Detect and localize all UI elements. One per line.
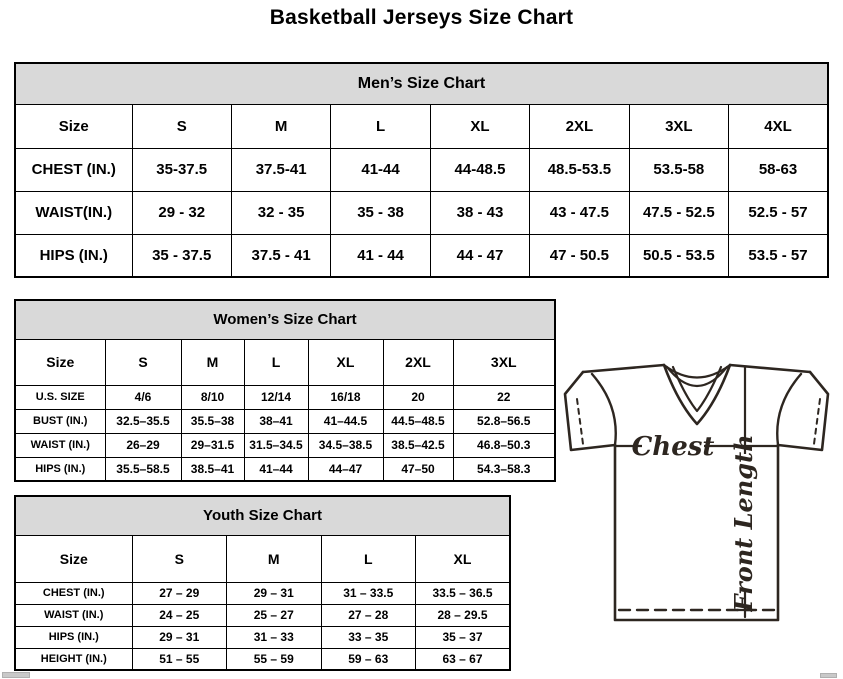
- table-cell: 51 – 55: [132, 648, 227, 670]
- table-cell: 55 – 59: [227, 648, 322, 670]
- table-cell: 44 - 47: [430, 234, 529, 277]
- table-cell: 29 – 31: [227, 582, 322, 604]
- youth-col-header: XL: [416, 535, 511, 582]
- table-cell: 28 – 29.5: [416, 604, 511, 626]
- mens-col-header: XL: [430, 104, 529, 148]
- table-cell: 34.5–38.5: [308, 433, 383, 457]
- table-cell: 37.5 - 41: [231, 234, 330, 277]
- jersey-armhole-left: [592, 374, 616, 445]
- mens-corner-cell: Size: [15, 104, 132, 148]
- table-cell: 25 – 27: [227, 604, 322, 626]
- row-label: WAIST(IN.): [15, 191, 132, 234]
- table-cell: 27 – 28: [321, 604, 416, 626]
- womens-ussize-row: [15, 385, 555, 409]
- table-cell: 32.5–35.5: [105, 409, 181, 433]
- table-cell: 35 - 37.5: [132, 234, 231, 277]
- table-cell: 53.5-58: [629, 148, 728, 191]
- table-cell: 16/18: [308, 385, 383, 409]
- table-cell: 41 - 44: [331, 234, 430, 277]
- jersey-shoulder-left: [583, 365, 664, 372]
- table-cell: 32 - 35: [231, 191, 330, 234]
- table-cell: 31 – 33.5: [321, 582, 416, 604]
- womens-size-table: [14, 299, 556, 482]
- table-cell: 50.5 - 53.5: [629, 234, 728, 277]
- womens-col-header: L: [244, 339, 308, 385]
- mens-col-header: S: [132, 104, 231, 148]
- womens-col-header: M: [181, 339, 244, 385]
- table-cell: 41–44: [244, 457, 308, 481]
- row-label: HIPS (IN.): [15, 234, 132, 277]
- mens-chest-row: [15, 148, 828, 191]
- table-cell: 35 - 38: [331, 191, 430, 234]
- table-cell: 31.5–34.5: [244, 433, 308, 457]
- jersey-shoulder-right: [730, 365, 810, 372]
- table-cell: 44-48.5: [430, 148, 529, 191]
- horizontal-scrollbar-thumb-left[interactable]: [2, 672, 30, 678]
- womens-hips-row: [15, 457, 555, 481]
- mens-col-header: 4XL: [729, 104, 828, 148]
- table-cell: 35-37.5: [132, 148, 231, 191]
- table-cell: 12/14: [244, 385, 308, 409]
- table-cell: 63 – 67: [416, 648, 511, 670]
- womens-col-header: 3XL: [453, 339, 555, 385]
- mens-col-header: M: [231, 104, 330, 148]
- chest-label: Chest: [631, 432, 715, 462]
- mens-col-header: 3XL: [629, 104, 728, 148]
- youth-table-title-row: [15, 496, 510, 535]
- youth-hips-row: [15, 626, 510, 648]
- row-label: HIPS (IN.): [15, 626, 132, 648]
- youth-col-header: L: [321, 535, 416, 582]
- table-cell: 33 – 35: [321, 626, 416, 648]
- row-label: HEIGHT (IN.): [15, 648, 132, 670]
- table-cell: 47 - 50.5: [530, 234, 629, 277]
- table-cell: 52.8–56.5: [453, 409, 555, 433]
- table-cell: 44.5–48.5: [383, 409, 453, 433]
- table-cell: 43 - 47.5: [530, 191, 629, 234]
- mens-header-row: [15, 104, 828, 148]
- jersey-sleeve-right: [778, 372, 828, 450]
- table-cell: 44–47: [308, 457, 383, 481]
- jersey-cuff-dashed-left: [577, 399, 583, 444]
- mens-table-title-row: [15, 63, 828, 104]
- table-cell: 4/6: [105, 385, 181, 409]
- womens-col-header: XL: [308, 339, 383, 385]
- jersey-measurement-diagram: [556, 358, 841, 630]
- table-cell: 38.5–42.5: [383, 433, 453, 457]
- youth-col-header: M: [227, 535, 322, 582]
- womens-table-title-row: [15, 300, 555, 339]
- womens-table-title: Women’s Size Chart: [15, 300, 555, 339]
- table-cell: 47–50: [383, 457, 453, 481]
- table-cell: 52.5 - 57: [729, 191, 828, 234]
- row-label: WAIST (IN.): [15, 433, 105, 457]
- row-label: BUST (IN.): [15, 409, 105, 433]
- mens-col-header: L: [331, 104, 430, 148]
- youth-waist-row: [15, 604, 510, 626]
- table-cell: 38 - 43: [430, 191, 529, 234]
- youth-table-title: Youth Size Chart: [15, 496, 510, 535]
- youth-size-table: [14, 495, 511, 671]
- table-cell: 29 – 31: [132, 626, 227, 648]
- table-cell: 31 – 33: [227, 626, 322, 648]
- row-label: U.S. SIZE: [15, 385, 105, 409]
- row-label: WAIST (IN.): [15, 604, 132, 626]
- table-cell: 29 - 32: [132, 191, 231, 234]
- table-cell: 53.5 - 57: [729, 234, 828, 277]
- mens-table-title: Men’s Size Chart: [15, 63, 828, 104]
- table-cell: 22: [453, 385, 555, 409]
- row-label: HIPS (IN.): [15, 457, 105, 481]
- youth-header-row: [15, 535, 510, 582]
- table-cell: 58-63: [729, 148, 828, 191]
- table-cell: 20: [383, 385, 453, 409]
- youth-col-header: S: [132, 535, 227, 582]
- womens-waist-row: [15, 433, 555, 457]
- youth-height-row: [15, 648, 510, 670]
- front-length-label: Front Length: [729, 434, 758, 612]
- table-cell: 33.5 – 36.5: [416, 582, 511, 604]
- table-cell: 54.3–58.3: [453, 457, 555, 481]
- womens-bust-row: [15, 409, 555, 433]
- womens-col-header: S: [105, 339, 181, 385]
- table-cell: 38.5–41: [181, 457, 244, 481]
- table-cell: 41-44: [331, 148, 430, 191]
- mens-col-header: 2XL: [530, 104, 629, 148]
- womens-header-row: [15, 339, 555, 385]
- horizontal-scrollbar-thumb-right[interactable]: [820, 673, 837, 678]
- table-cell: 46.8–50.3: [453, 433, 555, 457]
- mens-size-table: [14, 62, 829, 278]
- table-cell: 35.5–58.5: [105, 457, 181, 481]
- table-cell: 24 – 25: [132, 604, 227, 626]
- table-cell: 35.5–38: [181, 409, 244, 433]
- table-cell: 59 – 63: [321, 648, 416, 670]
- jersey-armhole-right: [777, 374, 801, 445]
- table-cell: 8/10: [181, 385, 244, 409]
- table-cell: 48.5-53.5: [530, 148, 629, 191]
- table-cell: 37.5-41: [231, 148, 330, 191]
- jersey-sleeve-left: [565, 372, 615, 450]
- table-cell: 27 – 29: [132, 582, 227, 604]
- womens-corner-cell: Size: [15, 339, 105, 385]
- womens-col-header: 2XL: [383, 339, 453, 385]
- table-cell: 47.5 - 52.5: [629, 191, 728, 234]
- youth-chest-row: [15, 582, 510, 604]
- mens-waist-row: [15, 191, 828, 234]
- table-cell: 35 – 37: [416, 626, 511, 648]
- page-title: Basketball Jerseys Size Chart: [269, 6, 574, 29]
- youth-corner-cell: Size: [15, 535, 132, 582]
- table-cell: 26–29: [105, 433, 181, 457]
- jersey-cuff-dashed-right: [814, 399, 820, 444]
- table-cell: 41–44.5: [308, 409, 383, 433]
- mens-hips-row: [15, 234, 828, 277]
- table-cell: 38–41: [244, 409, 308, 433]
- row-label: CHEST (IN.): [15, 148, 132, 191]
- table-cell: 29–31.5: [181, 433, 244, 457]
- row-label: CHEST (IN.): [15, 582, 132, 604]
